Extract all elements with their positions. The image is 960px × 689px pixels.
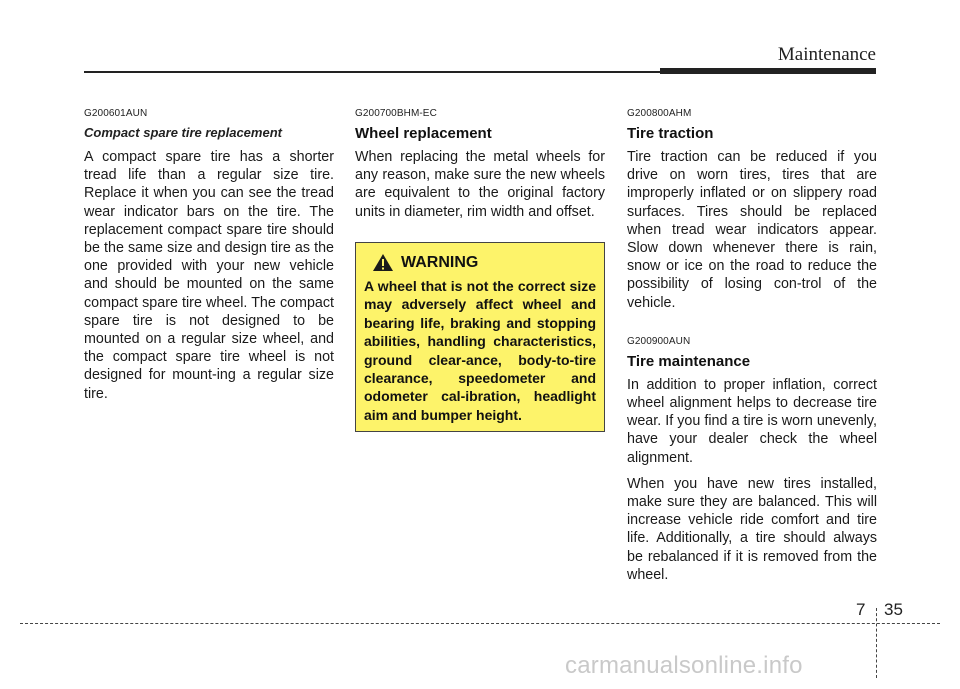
column-tire-traction [627, 108, 877, 584]
footer-rule [20, 623, 940, 624]
footer-divider [876, 608, 877, 678]
warning-box [355, 242, 605, 432]
section-code: G200800AHM [627, 108, 692, 119]
header-rule [84, 71, 660, 73]
section-heading: Compact spare tire replacement [84, 125, 282, 140]
section-code: G200601AUN [84, 108, 148, 119]
section-title: Maintenance [777, 44, 876, 65]
warning-header [372, 253, 596, 272]
paragraph: A compact spare tire has a shorter tread life than a regular size tire. Replace it when you can see the tread wear indicator bars on the tire. The replacement compact spare tire should be the same size and design tire as the one provided with your new vehicle and should be mounted on the same compact spare tire wheel. The compact spare tire is not designed to be mounted on a regular size wheel, and the compact spare tire wheel is not designed for mount-ing a regular size tire. [84, 149, 334, 402]
paragraph: When you have new tires installed, make sure they are balanced. This will increase vehicle ride comfort and tire life. Additionally, a tire should always be rebalanced if it is removed from the wheel. [627, 475, 877, 583]
paragraph: When replacing the metal wheels for any reason, make sure the new wheels are equivalent to the original factory units in diameter, rim width and offset. [355, 149, 605, 220]
section-heading: Wheel replacement [355, 125, 492, 142]
column-wheel-replacement [355, 108, 605, 221]
paragraph: In addition to proper inflation, correct wheel alignment helps to decrease tire wear. If you find a tire is worn unevenly, have your dealer check the wheel alignment. [627, 376, 877, 466]
warning-text: A wheel that is not the correct size may adversely affect wheel and bearing life, braking and stopping abilities, handling characteristics, ground clear-ance, body-to-tire clearance, speedometer and odometer cal-ibration, headlight aim and bumper height. [364, 278, 596, 423]
watermark: carmanualsonline.info [565, 652, 803, 679]
paragraph: Tire traction can be reduced if you drive on worn tires, tires that are improperly inflated or on slippery road surfaces. Tires should be replaced when tread wear indicators appear. Slow down whenever there is rain, snow or ice on the road to reduce the possibility of losing con-trol of the vehicle. [627, 149, 877, 311]
warning-title: WARNING [401, 253, 479, 271]
section-code: G200900AUN [627, 335, 691, 347]
header-rule-accent [660, 68, 876, 74]
page-number: 35 [884, 600, 903, 619]
section-code: G200700BHM-EC [355, 108, 437, 119]
chapter-number: 7 [856, 600, 866, 619]
warning-triangle-icon [372, 253, 394, 272]
section-heading: Tire traction [627, 125, 714, 142]
column-compact-spare [84, 108, 334, 403]
section-heading: Tire maintenance [627, 352, 751, 370]
